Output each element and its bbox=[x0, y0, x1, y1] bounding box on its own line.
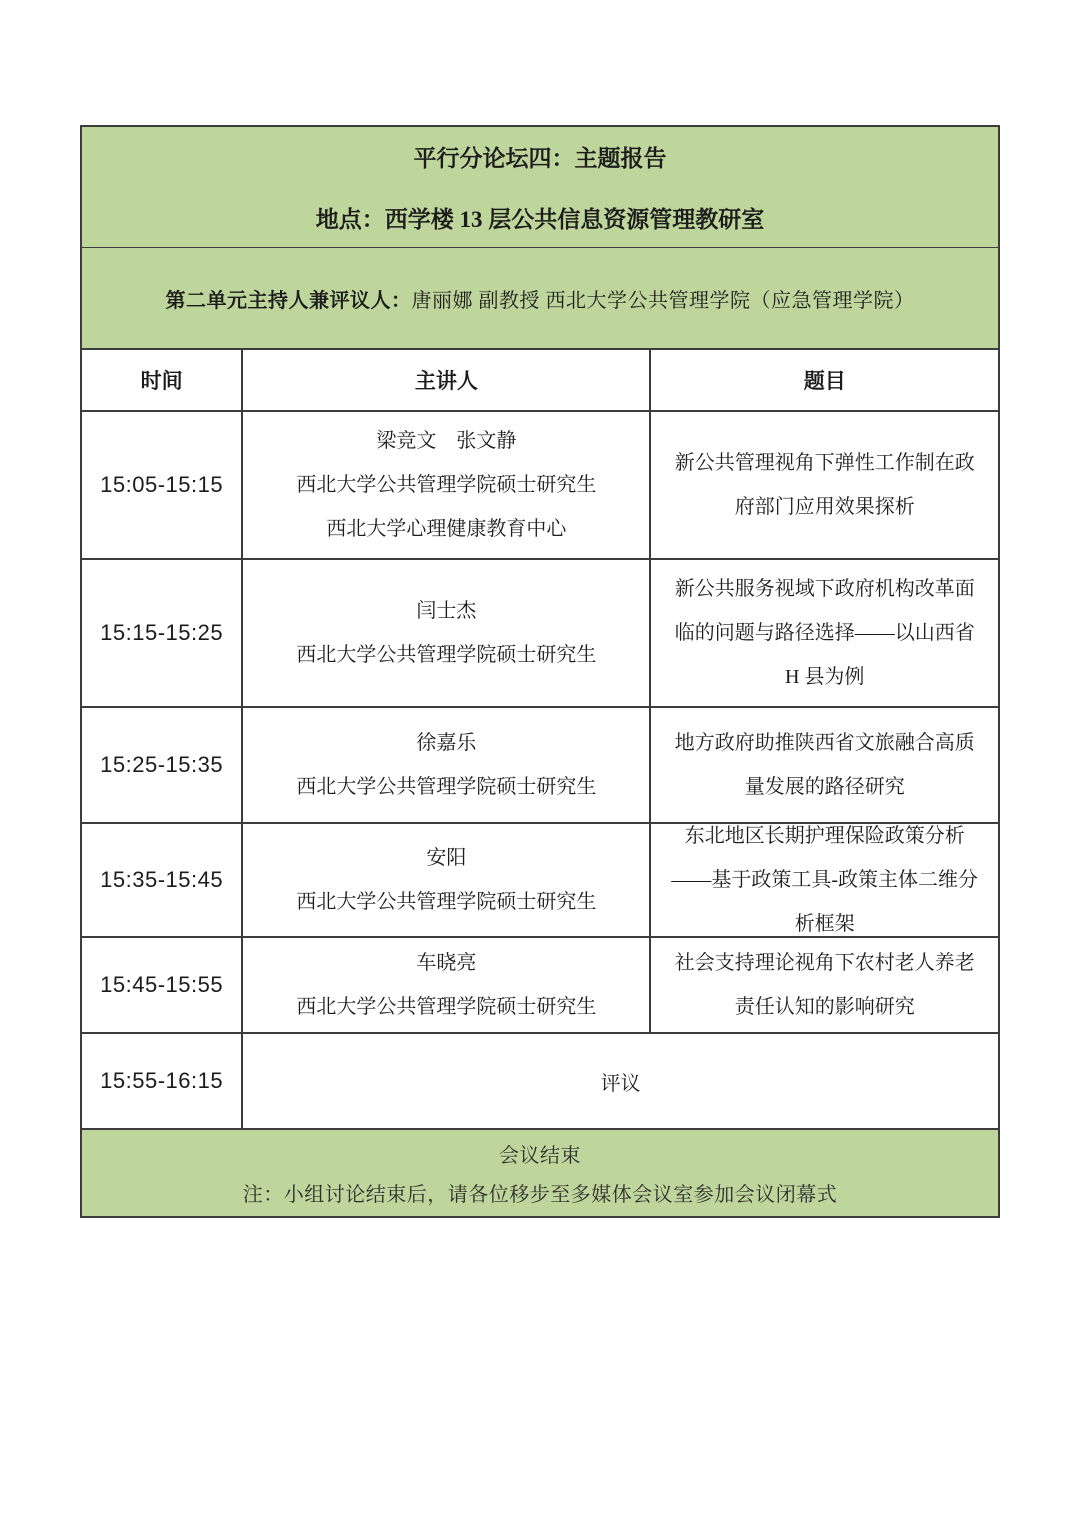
speaker-cell bbox=[241, 824, 649, 936]
speaker-name: 安阳 bbox=[426, 847, 467, 869]
review-row bbox=[82, 1032, 998, 1128]
table-row bbox=[82, 706, 998, 822]
speaker-cell bbox=[241, 938, 649, 1032]
speaker-cell bbox=[241, 412, 649, 558]
talk-title: 地方政府助推陕西省文旅融合高质量发展的路径研究 bbox=[674, 732, 975, 798]
title-cell bbox=[649, 412, 998, 558]
forum-header bbox=[82, 127, 998, 247]
time-value: 15:15-15:25 bbox=[100, 620, 224, 645]
time-value: 15:05-15:15 bbox=[100, 472, 224, 497]
table-row bbox=[82, 822, 998, 936]
table-row bbox=[82, 558, 998, 706]
speaker-name: 车晓亮 bbox=[416, 952, 477, 974]
speaker-name: 梁竞文 张文静 bbox=[376, 430, 517, 452]
time-cell bbox=[82, 708, 241, 822]
forum-location: 地点：西学楼 13 层公共信息资源管理教研室 bbox=[315, 207, 765, 232]
review-cell bbox=[241, 1034, 998, 1128]
col-header-time: 时间 bbox=[140, 369, 183, 393]
closing-title: 会议结束 bbox=[499, 1145, 581, 1168]
speaker-cell bbox=[241, 560, 649, 706]
speaker-affiliation: 西北大学公共管理学院硕士研究生 bbox=[296, 644, 597, 666]
speaker-affiliation: 西北大学公共管理学院硕士研究生 bbox=[296, 891, 597, 913]
title-cell bbox=[649, 824, 998, 936]
talk-title: 新公共服务视域下政府机构改革面临的问题与路径选择——以山西省 H 县为例 bbox=[674, 578, 975, 688]
table-row bbox=[82, 936, 998, 1032]
time-value: 15:25-15:35 bbox=[100, 752, 224, 777]
presider-row bbox=[82, 247, 998, 348]
table-row bbox=[82, 410, 998, 558]
col-header-speaker: 主讲人 bbox=[241, 350, 649, 410]
talk-title: 东北地区长期护理保险政策分析——基于政策工具-政策主体二维分析框架 bbox=[671, 825, 979, 935]
time-cell bbox=[82, 938, 241, 1032]
speaker-affiliation: 西北大学心理健康教育中心 bbox=[326, 518, 567, 540]
review-label: 评议 bbox=[600, 1072, 641, 1095]
time-cell bbox=[82, 824, 241, 936]
schedule-table bbox=[80, 125, 1000, 1218]
speaker-name: 闫士杰 bbox=[416, 600, 477, 622]
time-value: 15:35-15:45 bbox=[100, 867, 224, 892]
speaker-cell bbox=[241, 708, 649, 822]
time-value: 15:55-16:15 bbox=[100, 1068, 224, 1093]
title-cell bbox=[649, 560, 998, 706]
time-cell bbox=[82, 412, 241, 558]
time-value: 15:45-15:55 bbox=[100, 972, 224, 997]
col-header-title: 题目 bbox=[649, 350, 998, 410]
time-cell bbox=[82, 1034, 241, 1128]
closing-note: 注：小组讨论结束后，请各位移步至多媒体会议室参加会议闭幕式 bbox=[242, 1183, 838, 1206]
speaker-affiliation: 西北大学公共管理学院硕士研究生 bbox=[296, 474, 597, 496]
talk-title: 社会支持理论视角下农村老人养老责任认知的影响研究 bbox=[674, 952, 975, 1018]
speaker-name: 徐嘉乐 bbox=[416, 732, 477, 754]
speaker-affiliation: 西北大学公共管理学院硕士研究生 bbox=[296, 776, 597, 798]
forum-title: 平行分论坛四：主题报告 bbox=[413, 146, 667, 171]
column-header-row bbox=[82, 348, 998, 410]
closing-footer bbox=[82, 1128, 998, 1216]
speaker-affiliation: 西北大学公共管理学院硕士研究生 bbox=[296, 996, 597, 1018]
title-cell bbox=[649, 708, 998, 822]
presider-value: 唐丽娜 副教授 西北大学公共管理学院（应急管理学院） bbox=[411, 289, 915, 312]
presider-label: 第二单元主持人兼评议人： bbox=[165, 289, 412, 312]
talk-title: 新公共管理视角下弹性工作制在政府部门应用效果探析 bbox=[674, 452, 975, 518]
title-cell bbox=[649, 938, 998, 1032]
time-cell bbox=[82, 560, 241, 706]
